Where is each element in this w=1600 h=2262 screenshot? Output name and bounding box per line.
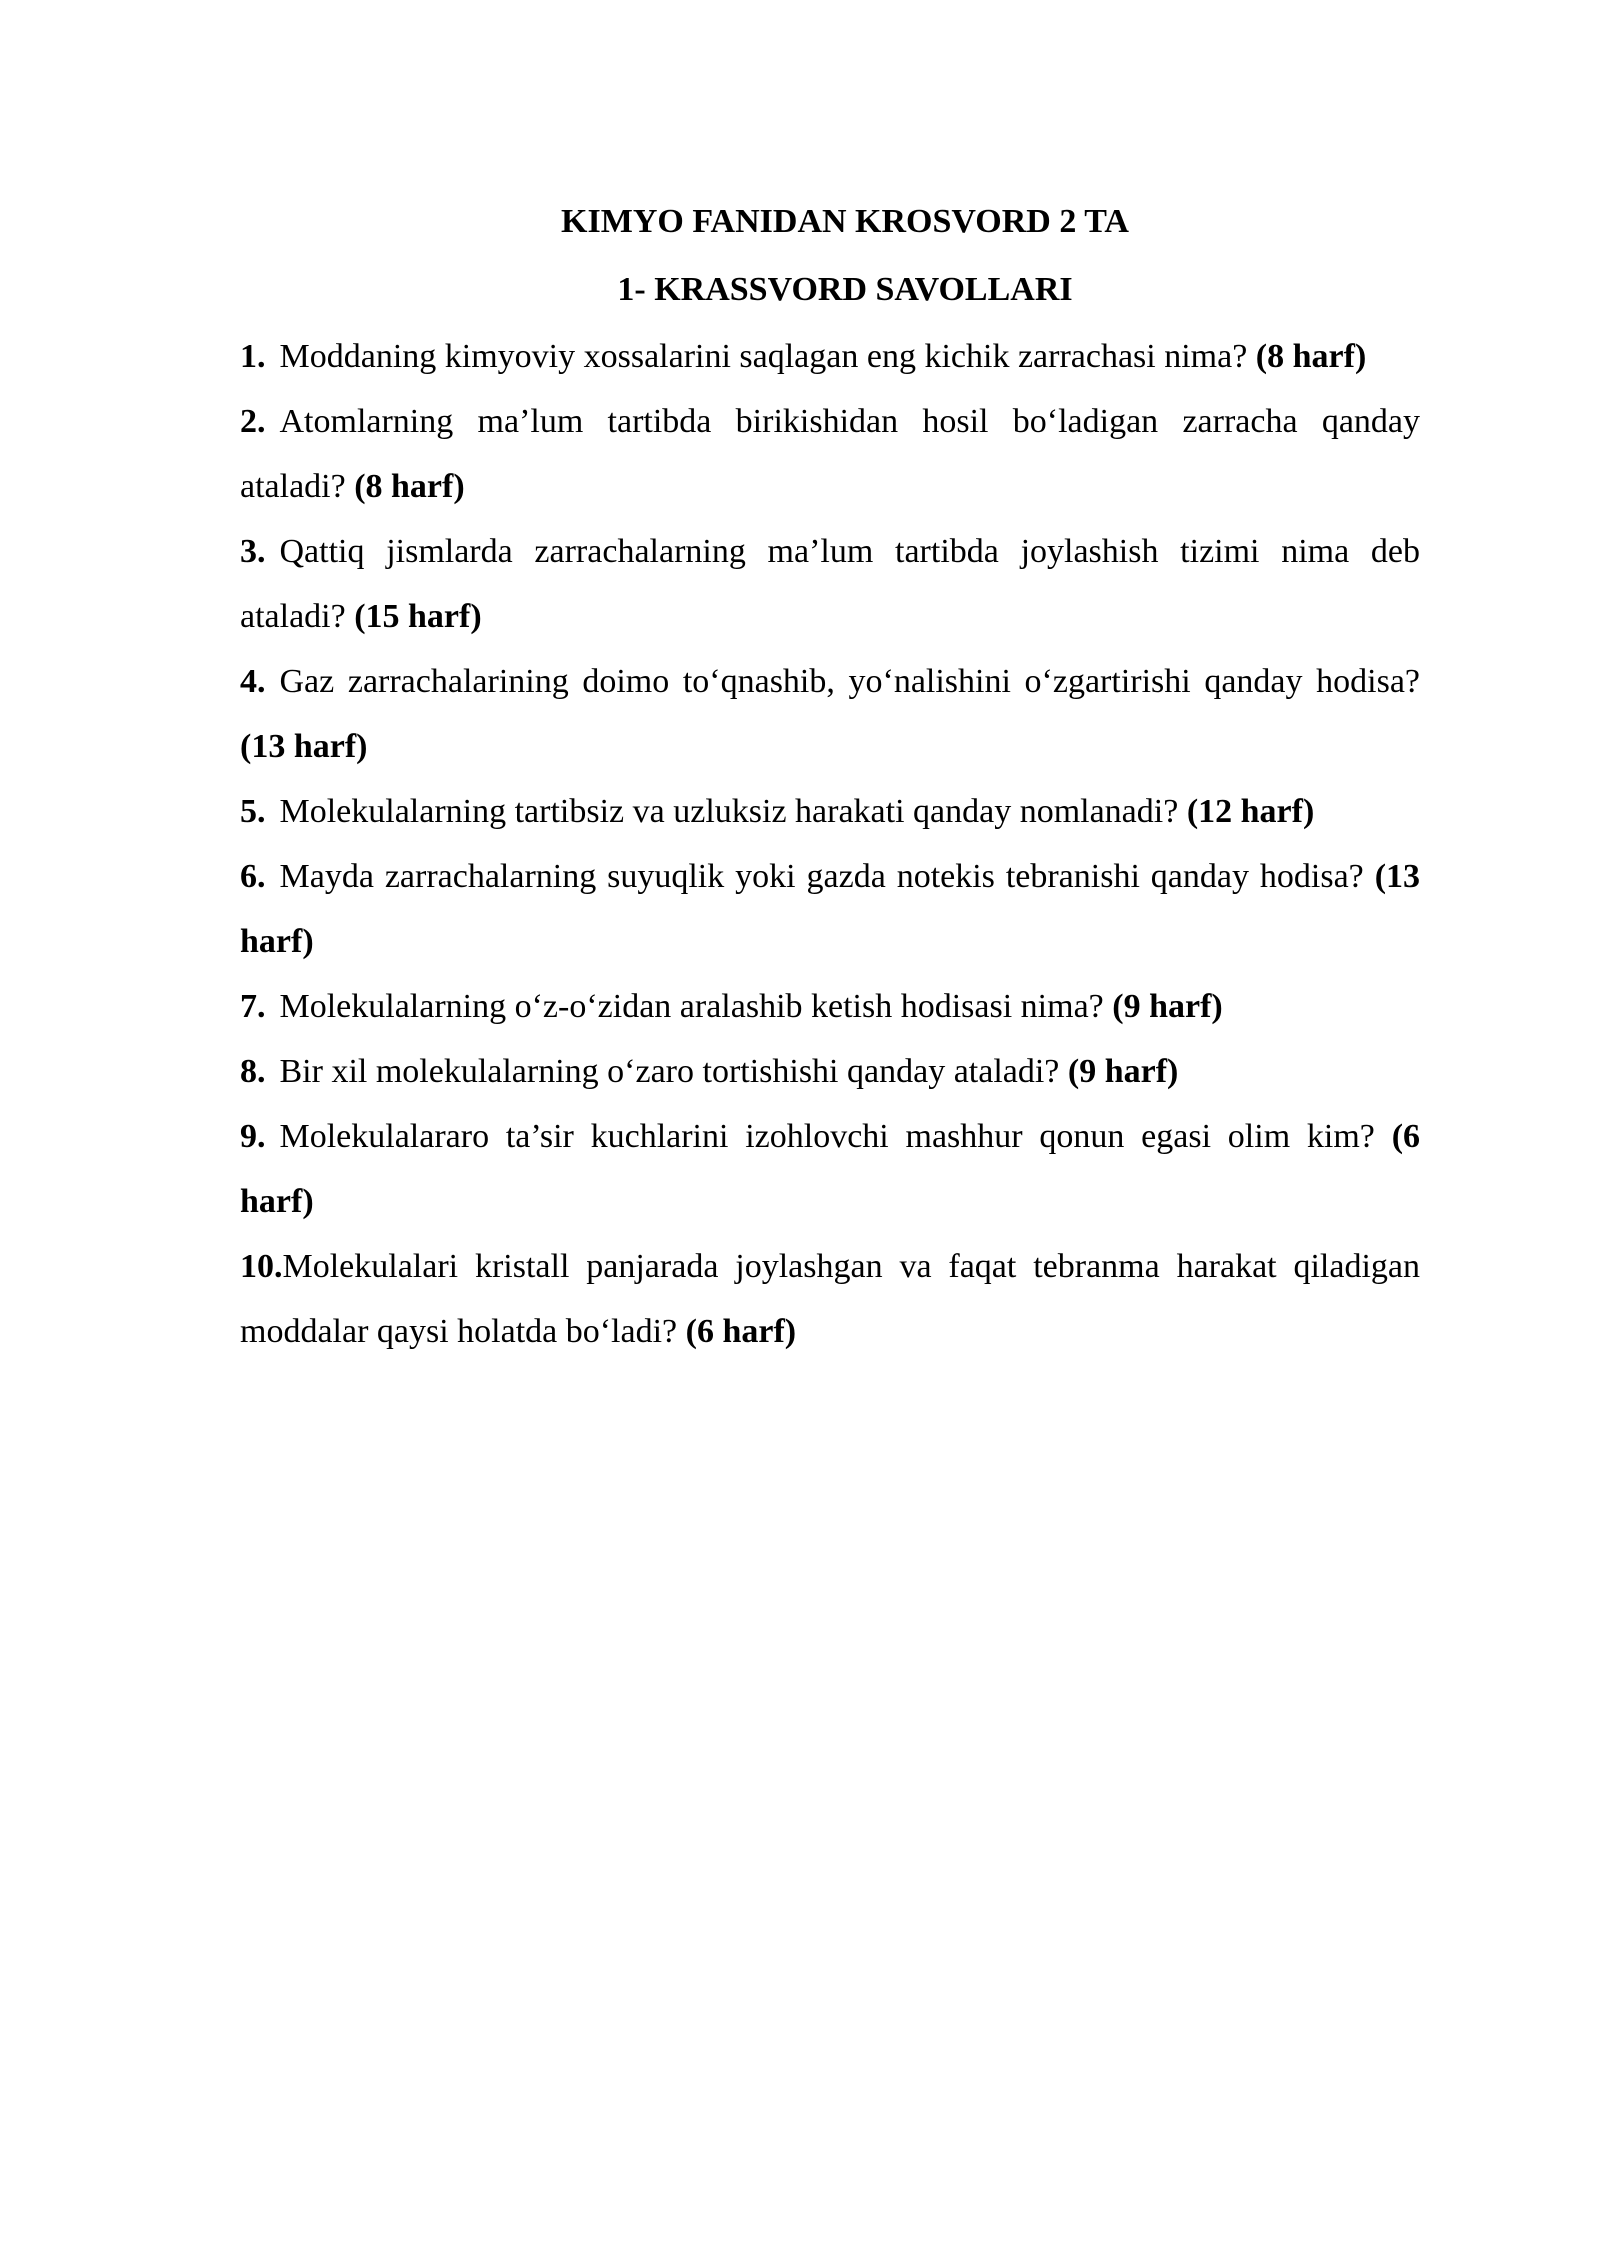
question-item: [240, 649, 1420, 779]
question-letter-count: (13 harf): [240, 728, 368, 765]
question-number: 10.: [240, 1248, 283, 1285]
question-letter-count: (8 harf): [354, 468, 465, 505]
question-item: [240, 974, 1420, 1039]
question-item: [240, 389, 1420, 519]
question-item: [240, 779, 1420, 844]
question-item: [240, 1234, 1420, 1364]
question-number: 2.: [240, 403, 266, 440]
question-letter-count: (9 harf): [1067, 1053, 1179, 1090]
question-item: [240, 1104, 1420, 1234]
question-text: Molekulalarning o‘z-o‘zidan aralashib ketish hodisasi nima?: [279, 988, 1104, 1025]
question-number: 6.: [240, 858, 266, 895]
question-number: 7.: [240, 988, 266, 1025]
question-letter-count: (6 harf): [240, 1118, 1421, 1220]
question-number: 1.: [240, 338, 266, 375]
question-list: [240, 324, 1420, 1364]
question-number: 3.: [240, 533, 266, 570]
document-title: KIMYO FANIDAN KROSVORD 2 TA: [561, 203, 1129, 240]
question-letter-count: (15 harf): [354, 598, 482, 635]
document-content: [240, 188, 1420, 1364]
question-text: Gaz zarrachalarining doimo to‘qnashib, yo‘nalishini o‘zgartirishi qanday hodisa?: [279, 663, 1420, 700]
question-text: Qattiq jismlarda zarrachalarning ma’lum tartibda joylashish tizimi nima deb ataladi?: [240, 533, 1420, 635]
question-letter-count: (9 harf): [1112, 988, 1223, 1025]
question-text: Moddaning kimyoviy xossalarini saqlagan eng kichik zarrachasi nima?: [279, 338, 1248, 375]
question-letter-count: (12 harf): [1186, 793, 1315, 830]
question-number: 5.: [240, 793, 266, 830]
question-text: Molekulalari kristall panjarada joylashgan va faqat tebranma harakat qiladigan moddalar qaysi holatda bo‘ladi?: [240, 1248, 1420, 1350]
question-number: 8.: [240, 1053, 266, 1090]
question-number: 4.: [240, 663, 266, 700]
question-item: [240, 1039, 1420, 1104]
question-text: Molekulalarning tartibsiz va uzluksiz harakati qanday nomlanadi?: [279, 793, 1179, 830]
question-text: Molekulalararo ta’sir kuchlarini izohlovchi mashhur qonun egasi olim kim?: [279, 1118, 1375, 1155]
question-letter-count: (6 harf): [685, 1313, 797, 1350]
question-item: [240, 844, 1420, 974]
document-subtitle: 1- KRASSVORD SAVOLLARI: [617, 271, 1073, 308]
question-number: 9.: [240, 1118, 266, 1155]
question-text: Bir xil molekulalarning o‘zaro tortishishi qanday ataladi?: [279, 1053, 1060, 1090]
question-item: [240, 519, 1420, 649]
question-letter-count: (8 harf): [1255, 338, 1367, 375]
question-letter-count: (13 harf): [240, 858, 1421, 960]
question-text: Atomlarning ma’lum tartibda birikishidan hosil bo‘ladigan zarracha qanday ataladi?: [240, 403, 1420, 505]
question-text: Mayda zarrachalarning suyuqlik yoki gazda notekis tebranishi qanday hodisa?: [279, 858, 1364, 895]
question-item: [240, 324, 1420, 389]
